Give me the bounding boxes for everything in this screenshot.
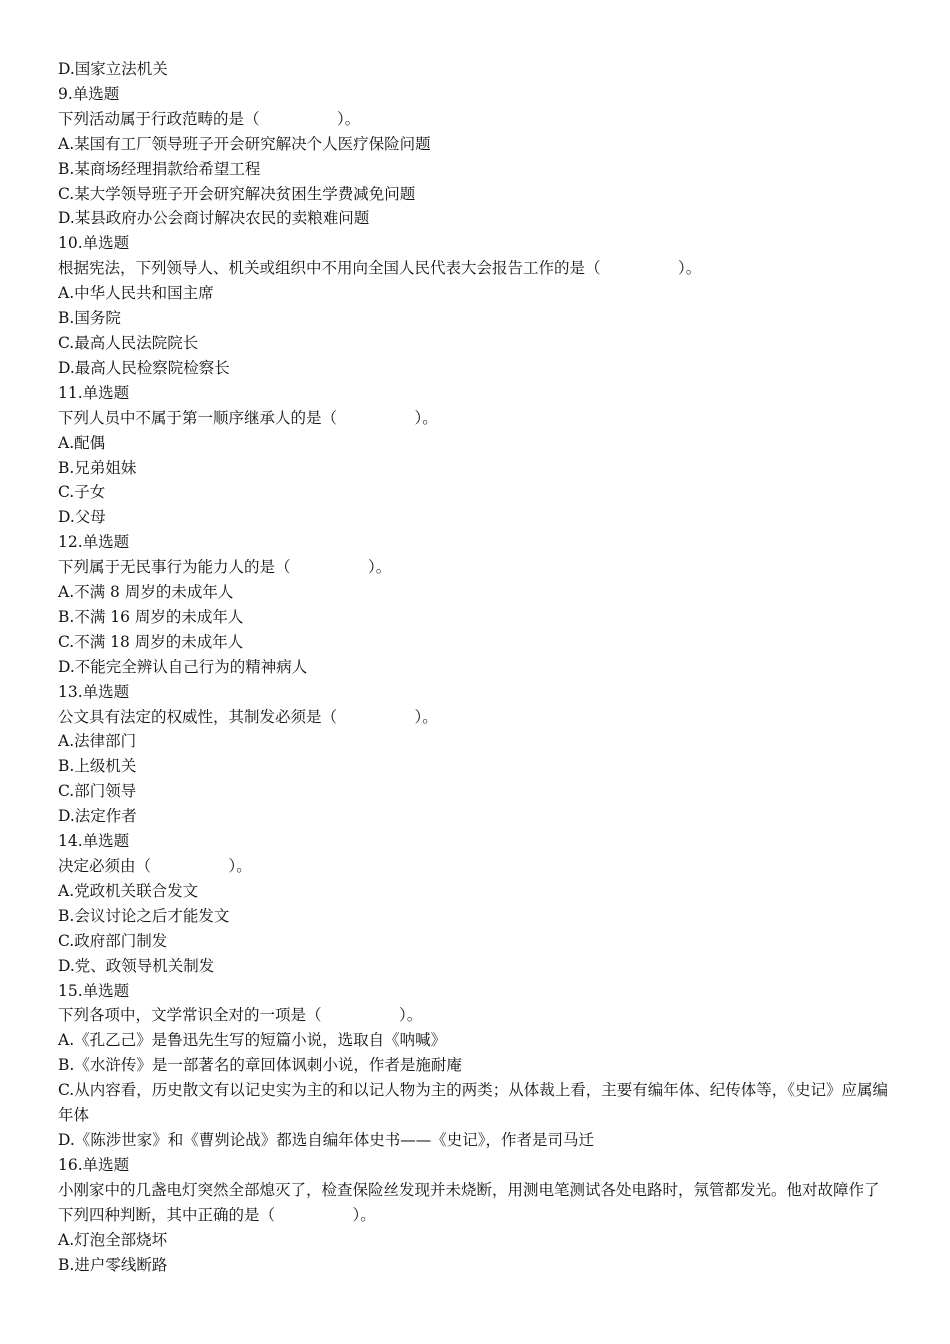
option-c: C.子女 [58,483,106,502]
option-d: D.最高人民检察院检察长 [58,358,230,377]
option-a: A.不满 8 周岁的未成年人 [58,583,234,602]
question-12-stem: 下列属于无民事行为能力人的是（ ）。 [58,558,392,577]
exam-page [58,57,888,1277]
option-c: C.最高人民法院院长 [58,333,199,352]
option-a: A.灯泡全部烧坏 [58,1230,168,1249]
option-d: D.法定作者 [58,807,137,826]
question-16-stem: 小刚家中的几盏电灯突然全部熄灭了，检查保险丝发现并未烧断，用测电笔测试各处电路时，氖管都发光。他对故障作了下列四种判断，其中正确的是（ ）。 [58,1180,880,1224]
option-d: D.某县政府办公会商讨解决农民的卖粮难问题 [58,209,370,228]
option-b: B.某商场经理捐款给希望工程 [58,159,261,178]
question-14-header: 14.单选题 [58,832,130,851]
option-b: B.《水浒传》是一部著名的章回体讽刺小说，作者是施耐庵 [58,1056,462,1075]
option-a: A.《孔乙己》是鲁迅先生写的短篇小说，选取自《呐喊》 [58,1031,447,1050]
option-c: C.某大学领导班子开会研究解决贫困生学费减免问题 [58,184,416,203]
option-d: D.不能完全辨认自己行为的精神病人 [58,657,308,676]
question-14-stem: 决定必须由（ ）。 [58,857,252,875]
option-d: D.《陈涉世家》和《曹刿论战》都选自编年体史书——《史记》，作者是司马迁 [58,1130,595,1149]
option-b: B.进户零线断路 [58,1255,168,1274]
question-9-stem: 下列活动属于行政范畴的是（ ）。 [58,109,361,128]
option-b: B.国务院 [58,309,121,328]
option-d: D.党、政领导机关制发 [58,956,215,975]
option-b: B.不满 16 周岁的未成年人 [58,607,244,626]
option-b: B.会议讨论之后才能发文 [58,906,230,925]
option-a: A.某国有工厂领导班子开会研究解决个人医疗保险问题 [58,134,431,153]
question-11-header: 11.单选题 [58,383,130,402]
question-15-header: 15.单选题 [58,981,130,1000]
option-a: A.党政机关联合发文 [58,881,199,900]
option-c: C.部门领导 [58,782,137,801]
question-10-header: 10.单选题 [58,234,130,253]
option-d: D.父母 [58,508,106,527]
option-c: C.从内容看，历史散文有以记史实为主的和以记人物为主的两类；从体裁上看，主要有编年体、纪传体等，《史记》应属编年体 [58,1081,888,1125]
question-15-stem: 下列各项中，文学常识全对的一项是（ ）。 [58,1006,423,1025]
option-a: A.法律部门 [58,732,137,751]
option-a: A.配偶 [58,433,106,452]
question-16-header: 16.单选题 [58,1155,130,1174]
option-b: B.上级机关 [58,757,137,776]
question-13-stem: 公文具有法定的权威性，其制发必须是（ ）。 [58,707,438,726]
option-c: C.政府部门制发 [58,931,168,950]
option-a: A.中华人民共和国主席 [58,284,214,303]
question-9-header: 9.单选题 [58,84,120,103]
option-d: D.国家立法机关 [58,60,168,78]
option-b: B.兄弟姐妹 [58,458,137,477]
question-10-stem: 根据宪法，下列领导人、机关或组织中不用向全国人民代表大会报告工作的是（ ）。 [58,259,702,278]
question-11-stem: 下列人员中不属于第一顺序继承人的是（ ）。 [58,408,438,427]
question-13-header: 13.单选题 [58,682,130,701]
option-c: C.不满 18 周岁的未成年人 [58,632,244,651]
question-12-header: 12.单选题 [58,533,130,552]
